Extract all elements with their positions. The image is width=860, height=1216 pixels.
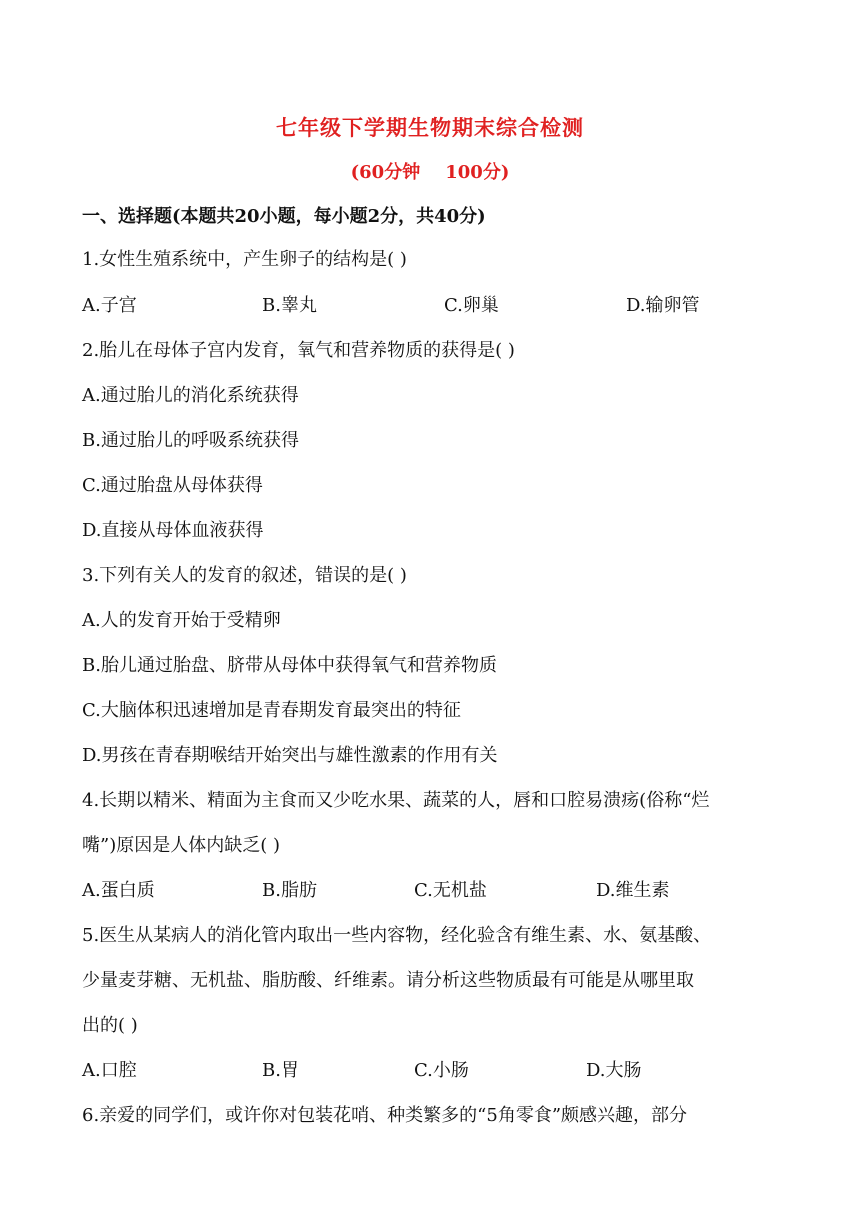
question-4-stem-line-1: 4.长期以精米、精面为主食而又少吃水果、蔬菜的人，唇和口腔易溃疡(俗称“烂 (82, 790, 710, 811)
question-5-option-c: C.小肠 (414, 1060, 469, 1081)
question-2-option-c: C.通过胎盘从母体获得 (82, 475, 263, 496)
question-1-option-b: B.睾丸 (262, 295, 317, 316)
question-2-stem: 2.胎儿在母体子宫内发育，氧气和营养物质的获得是( ) (82, 340, 515, 361)
question-1-option-c: C.卵巢 (444, 295, 499, 316)
question-2-option-a: A.通过胎儿的消化系统获得 (82, 385, 299, 406)
question-4-option-b: B.脂肪 (262, 880, 317, 901)
question-4-option-c: C.无机盐 (414, 880, 487, 901)
question-4-stem-line-2: 嘴”)原因是人体内缺乏( ) (82, 835, 280, 856)
question-3-option-d: D.男孩在青春期喉结开始突出与雄性激素的作用有关 (82, 745, 498, 766)
question-5-stem-line-3: 出的( ) (82, 1015, 138, 1036)
question-3-stem: 3.下列有关人的发育的叙述，错误的是( ) (82, 565, 407, 586)
question-5-option-d: D.大肠 (586, 1060, 642, 1081)
question-1-stem: 1.女性生殖系统中，产生卵子的结构是( ) (82, 249, 407, 270)
page-title: 七年级下学期生物期末综合检测 (276, 115, 584, 140)
question-1-option-d: D.输卵管 (626, 295, 700, 316)
section-heading: 一、选择题(本题共20小题，每小题2分，共40分) (82, 206, 486, 227)
question-5-option-b: B.胃 (262, 1060, 299, 1081)
question-4-option-a: A.蛋白质 (82, 880, 155, 901)
question-3-option-a: A.人的发育开始于受精卵 (82, 610, 281, 631)
question-3-option-b: B.胎儿通过胎盘、脐带从母体中获得氧气和营养物质 (82, 655, 497, 676)
question-2-option-d: D.直接从母体血液获得 (82, 520, 264, 541)
question-3-option-c: C.大脑体积迅速增加是青春期发育最突出的特征 (82, 700, 461, 721)
exam-duration-score: (60分钟 100分) (350, 162, 510, 183)
question-2-option-b: B.通过胎儿的呼吸系统获得 (82, 430, 299, 451)
question-5-option-a: A.口腔 (82, 1060, 137, 1081)
question-6-stem: 6.亲爱的同学们，或许你对包装花哨、种类繁多的“5角零食”颇感兴趣，部分 (82, 1105, 688, 1126)
question-5-stem-line-1: 5.医生从某病人的消化管内取出一些内容物，经化验含有维生素、水、氨基酸、 (82, 925, 712, 946)
question-5-stem-line-2: 少量麦芽糖、无机盐、脂肪酸、纤维素。请分析这些物质最有可能是从哪里取 (82, 970, 694, 991)
question-4-option-d: D.维生素 (596, 880, 670, 901)
question-1-option-a: A.子宫 (82, 295, 137, 316)
